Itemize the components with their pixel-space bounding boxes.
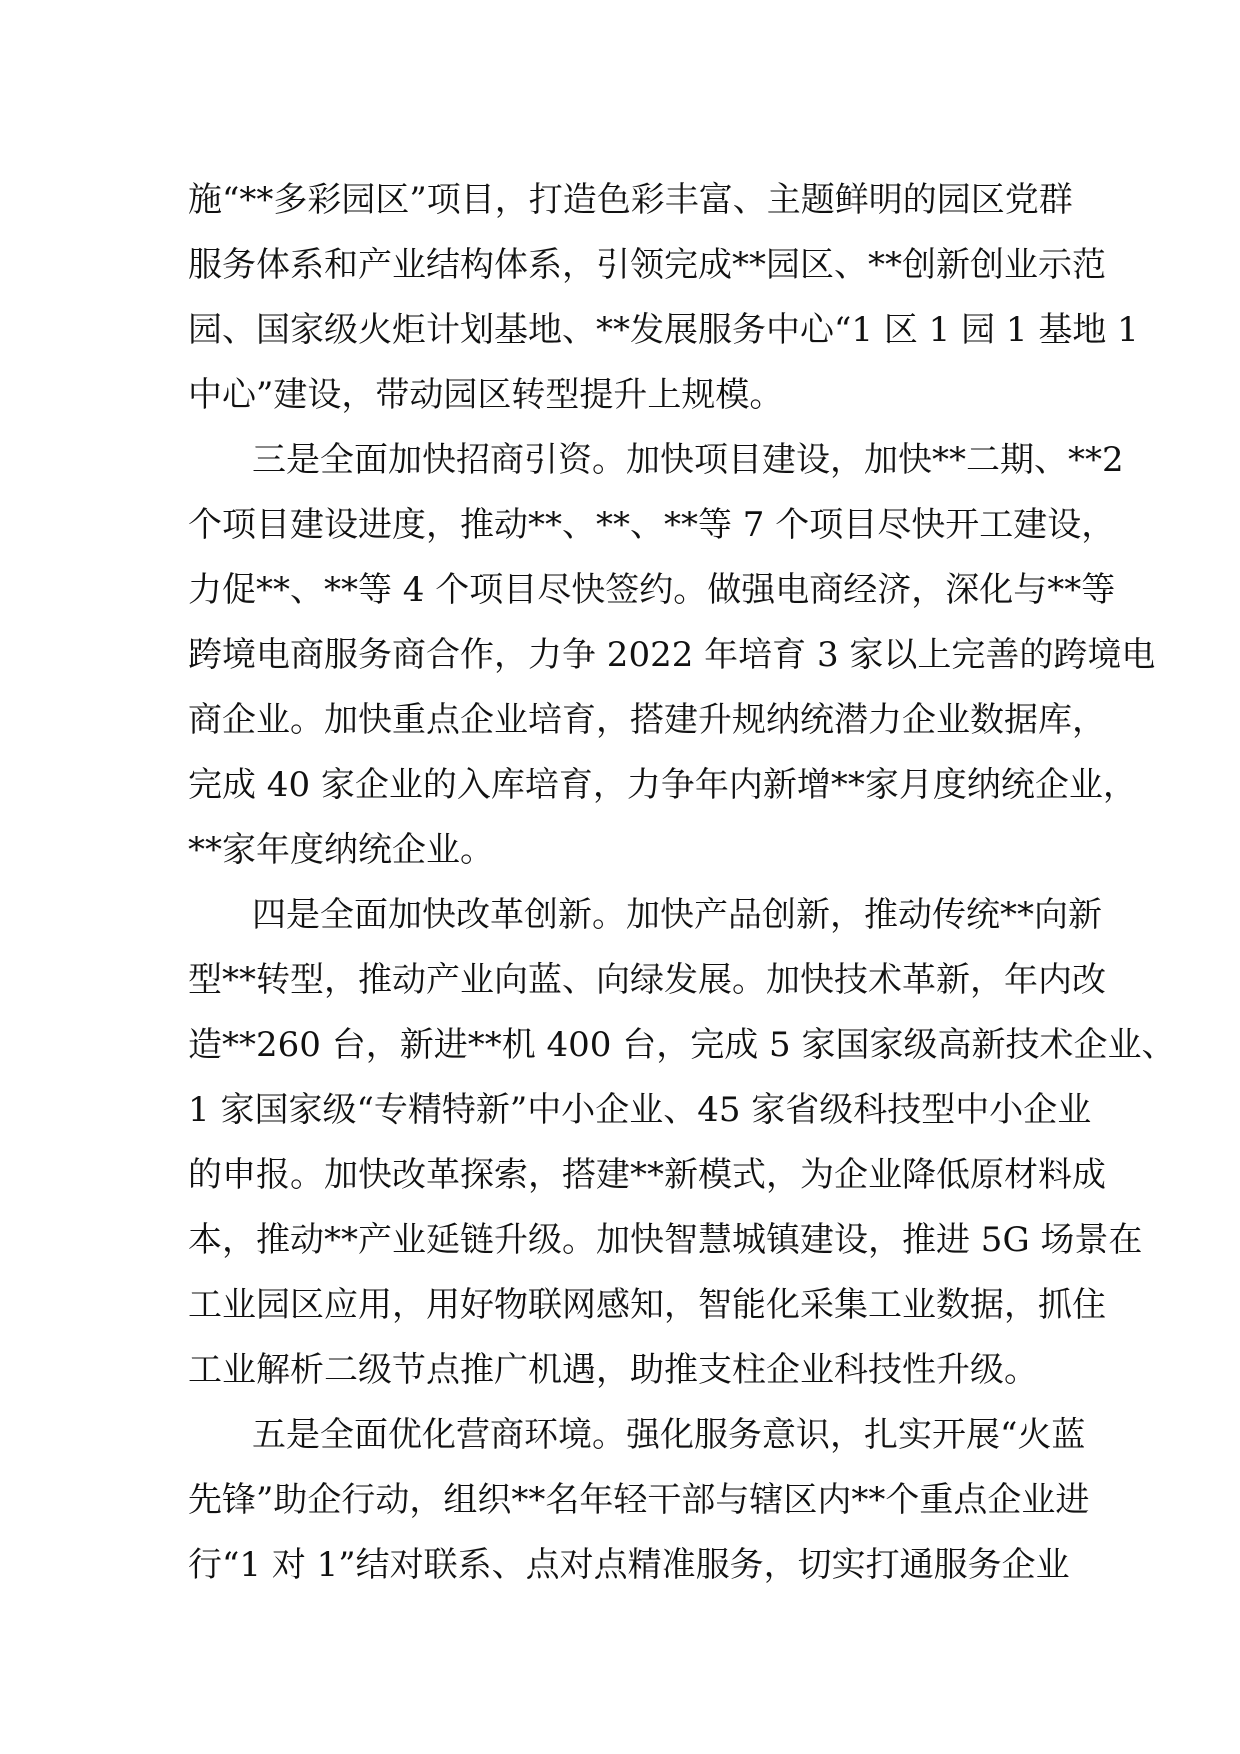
text-line: 工业解析二级节点推广机遇，助推支柱企业科技性升级。 — [188, 1350, 1038, 1390]
text-line: 完成 40 家企业的入库培育，力争年内新增**家月度纳统企业， — [188, 765, 1137, 805]
paragraph-start-line: 四是全面加快改革创新。加快产品创新，推动传统**向新 — [252, 895, 1102, 935]
body-text — [188, 168, 1176, 1598]
text-line: 先锋”助企行动，组织**名年轻干部与辖区内**个重点企业进 — [188, 1480, 1090, 1520]
text-line: 园、国家级火炬计划基地、**发展服务中心“1 区 1 园 1 基地 1 — [188, 310, 1139, 350]
text-line: 中心”建设，带动园区转型提升上规模。 — [188, 375, 784, 415]
text-line: 施“**多彩园区”项目，打造色彩丰富、主题鲜明的园区党群 — [188, 180, 1073, 220]
text-line: 服务体系和产业结构体系，引领完成**园区、**创新创业示范 — [188, 245, 1106, 285]
paragraph-start-line: 五是全面优化营商环境。强化服务意识，扎实开展“火蓝 — [252, 1415, 1086, 1455]
text-line: 1 家国家级“专精特新”中小企业、45 家省级科技型中小企业 — [188, 1090, 1092, 1130]
text-line: 个项目建设进度，推动**、**、**等 7 个项目尽快开工建设， — [188, 505, 1116, 545]
text-line: 型**转型，推动产业向蓝、向绿发展。加快技术革新，年内改 — [188, 960, 1106, 1000]
text-line: 造**260 台，新进**机 400 台，完成 5 家国家级高新技术企业、 — [188, 1025, 1176, 1065]
paragraph-start-line: 三是全面加快招商引资。加快项目建设，加快**二期、**2 — [252, 440, 1124, 480]
text-line: **家年度纳统企业。 — [188, 830, 494, 870]
text-line: 商企业。加快重点企业培育，搭建升规纳统潜力企业数据库， — [188, 700, 1106, 740]
text-line: 跨境电商服务商合作，力争 2022 年培育 3 家以上完善的跨境电 — [188, 635, 1156, 675]
text-line: 行“1 对 1”结对联系、点对点精准服务，切实打通服务企业 — [188, 1545, 1070, 1585]
text-line: 本，推动**产业延链升级。加快智慧城镇建设，推进 5G 场景在 — [188, 1220, 1143, 1260]
text-line: 力促**、**等 4 个项目尽快签约。做强电商经济，深化与**等 — [188, 570, 1116, 610]
text-line: 工业园区应用，用好物联网感知，智能化采集工业数据，抓住 — [188, 1285, 1106, 1325]
text-line: 的申报。加快改革探索，搭建**新模式，为企业降低原材料成 — [188, 1155, 1106, 1195]
